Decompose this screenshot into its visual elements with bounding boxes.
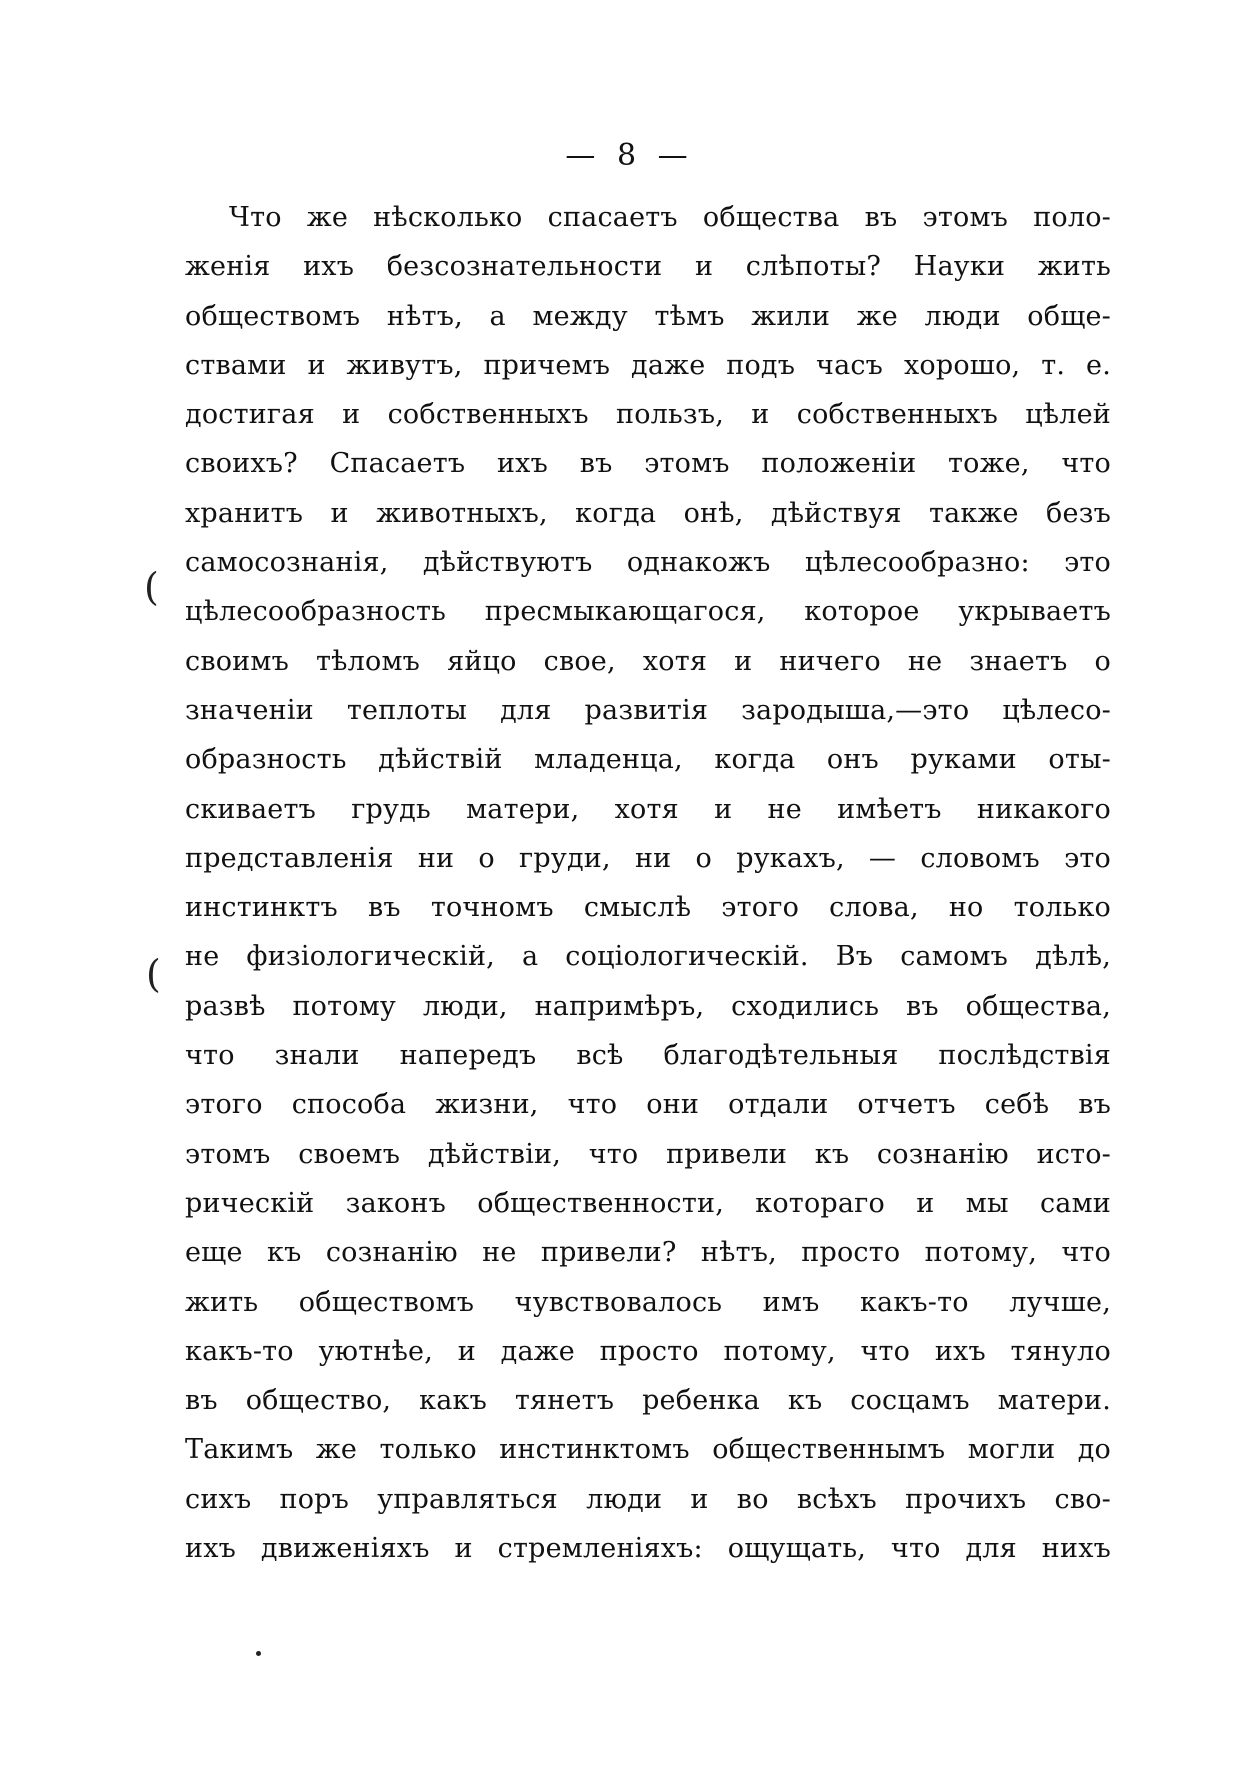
text-line: цѣлесообразность пресмыкающагося, которое укрываетъ bbox=[185, 596, 1111, 628]
text-line: въ общество, какъ тянетъ ребенка къ сосцамъ матери. bbox=[185, 1385, 1111, 1417]
text-line: что знали напередъ всѣ благодѣтельныя послѣдствія bbox=[185, 1040, 1111, 1072]
text-line: жить обществомъ чувствовалось имъ какъ-то лучше, bbox=[185, 1286, 1111, 1318]
text-line: хранитъ и животныхъ, когда онѣ, дѣйствуя также безъ bbox=[185, 497, 1111, 529]
text-line: какъ-то уютнѣе, и даже просто потому, что ихъ тянуло bbox=[185, 1335, 1111, 1367]
margin-bracket-mark: ( bbox=[146, 952, 161, 996]
text-line: обществомъ нѣтъ, а между тѣмъ жили же люди обще- bbox=[185, 300, 1111, 332]
text-line: развѣ потому люди, напримѣръ, сходились въ общества, bbox=[185, 990, 1111, 1022]
page-number: — 8 — bbox=[565, 138, 694, 173]
text-line: этого способа жизни, что они отдали отчетъ себѣ въ bbox=[185, 1089, 1111, 1121]
body-text bbox=[185, 193, 1111, 1573]
text-line: своимъ тѣломъ яйцо свое, хотя и ничего не знаетъ о bbox=[185, 645, 1111, 677]
text-line: инстинктъ въ точномъ смыслѣ этого слова, но только bbox=[185, 892, 1111, 924]
text-line: самосознанія, дѣйствуютъ однакожъ цѣлесообразно: это bbox=[185, 547, 1111, 579]
text-line: Что же нѣсколько спасаетъ общества въ этомъ поло- bbox=[229, 202, 1111, 233]
text-line: ствами и живутъ, причемъ даже подъ часъ хорошо, т. е. bbox=[185, 349, 1111, 381]
ink-speck bbox=[256, 1651, 261, 1656]
text-line: Такимъ же только инстинктомъ общественнымъ могли до bbox=[185, 1434, 1111, 1466]
margin-bracket-mark: ( bbox=[144, 565, 159, 609]
text-line: этомъ своемъ дѣйствіи, что привели къ сознанію исто- bbox=[185, 1138, 1111, 1170]
text-line: сихъ поръ управляться люди и во всѣхъ прочихъ сво- bbox=[185, 1483, 1111, 1515]
text-line: рическій законъ общественности, котораго и мы сами bbox=[185, 1187, 1111, 1219]
text-line: представленія ни о груди, ни о рукахъ, — словомъ это bbox=[185, 842, 1111, 874]
text-line: не физіологическій, а соціологическій. Въ самомъ дѣлѣ, bbox=[185, 941, 1111, 973]
text-line: образность дѣйствій младенца, когда онъ руками оты- bbox=[185, 744, 1111, 776]
text-line: ихъ движеніяхъ и стремленіяхъ: ощущать, что для нихъ bbox=[185, 1533, 1111, 1565]
text-line: еще къ сознанію не привели? нѣтъ, просто потому, что bbox=[185, 1237, 1111, 1269]
text-line: скиваетъ грудь матери, хотя и не имѣетъ никакого bbox=[185, 793, 1111, 825]
text-line: достигая и собственныхъ пользъ, и собственныхъ цѣлей bbox=[185, 399, 1111, 431]
text-line: женія ихъ безсознательности и слѣпоты? Науки жить bbox=[185, 251, 1111, 283]
text-line: значеніи теплоты для развитія зародыша,—это цѣлесо- bbox=[185, 694, 1111, 726]
text-line: своихъ? Спасаетъ ихъ въ этомъ положеніи тоже, что bbox=[185, 448, 1111, 480]
